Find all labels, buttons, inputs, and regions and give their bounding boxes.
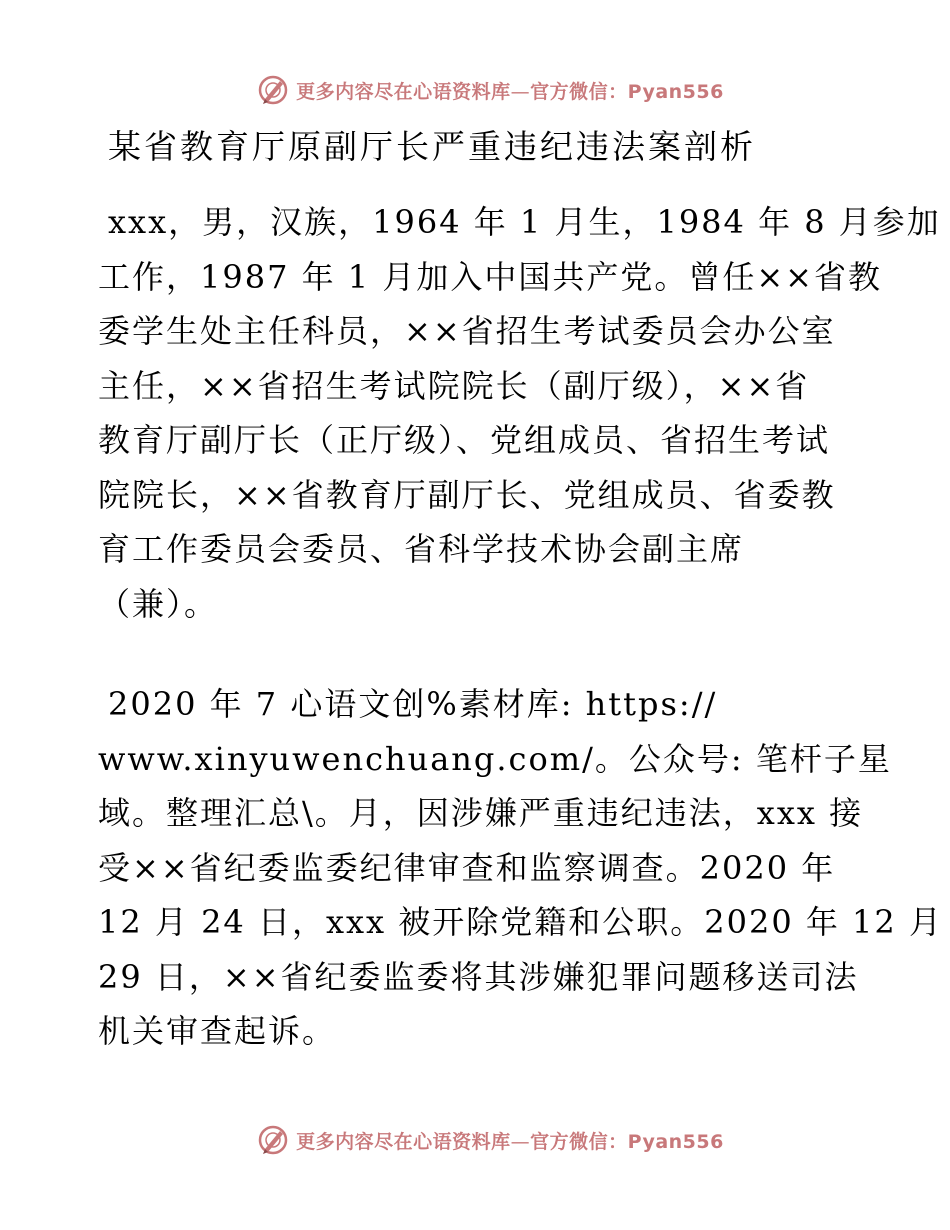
text-line: （兼）。 [98, 584, 219, 623]
header-watermark [0, 70, 950, 110]
text-line: 教育厅副厅长（正厅级）、党组成员、省招生考试 [98, 421, 831, 459]
text-line: www.xinyuwenchuang.com/。公众号: 笔杆子星 [98, 739, 892, 778]
pen-logo-icon [256, 1123, 290, 1157]
text-line: 院院长，××省教育厅副厅长、党组成员、省委教 [98, 475, 836, 514]
text-line: 12 月 24 日，xxx 被开除党籍和公职。2020 年 12 月 [98, 903, 943, 941]
document-title: 某省教育厅原副厅长严重违纪违法案剖析 [108, 127, 756, 166]
text-line: 机关审查起诉。 [98, 1012, 337, 1050]
text-line: 受××省纪委监委纪律审查和监察调查。2020 年 [98, 848, 836, 887]
paragraph-biography [98, 195, 941, 631]
footer-watermark [0, 1120, 950, 1160]
watermark-text: 更多内容尽在心语资料库—官方微信：Pyan556 [296, 80, 724, 103]
watermark-content [256, 73, 724, 107]
text-line: 委学生处主任科员，××省招生考试委员会办公室 [98, 312, 836, 350]
text-line: 29 日，××省纪委监委将其涉嫌犯罪问题移送司法 [98, 957, 859, 996]
pen-logo-icon [256, 73, 290, 107]
text-line: 域。整理汇总\。月，因涉嫌严重违纪违法，xxx 接 [98, 794, 864, 832]
text-line: 主任，××省招生考试院院长（副厅级），××省 [98, 366, 810, 405]
text-line: 育工作委员会委员、省科学技术协会副主席 [98, 530, 745, 568]
watermark-content [256, 1123, 724, 1157]
text-line: 工作，1987 年 1 月加入中国共产党。曾任××省教 [98, 257, 882, 296]
text-line: 2020 年 7 心语文创%素材库: https:// [108, 685, 718, 723]
text-line: xxx，男，汉族，1964 年 1 月生，1984 年 8 月参加 [108, 203, 941, 241]
watermark-text: 更多内容尽在心语资料库—官方微信：Pyan556 [296, 1130, 724, 1153]
paragraph-investigation [98, 677, 943, 1059]
